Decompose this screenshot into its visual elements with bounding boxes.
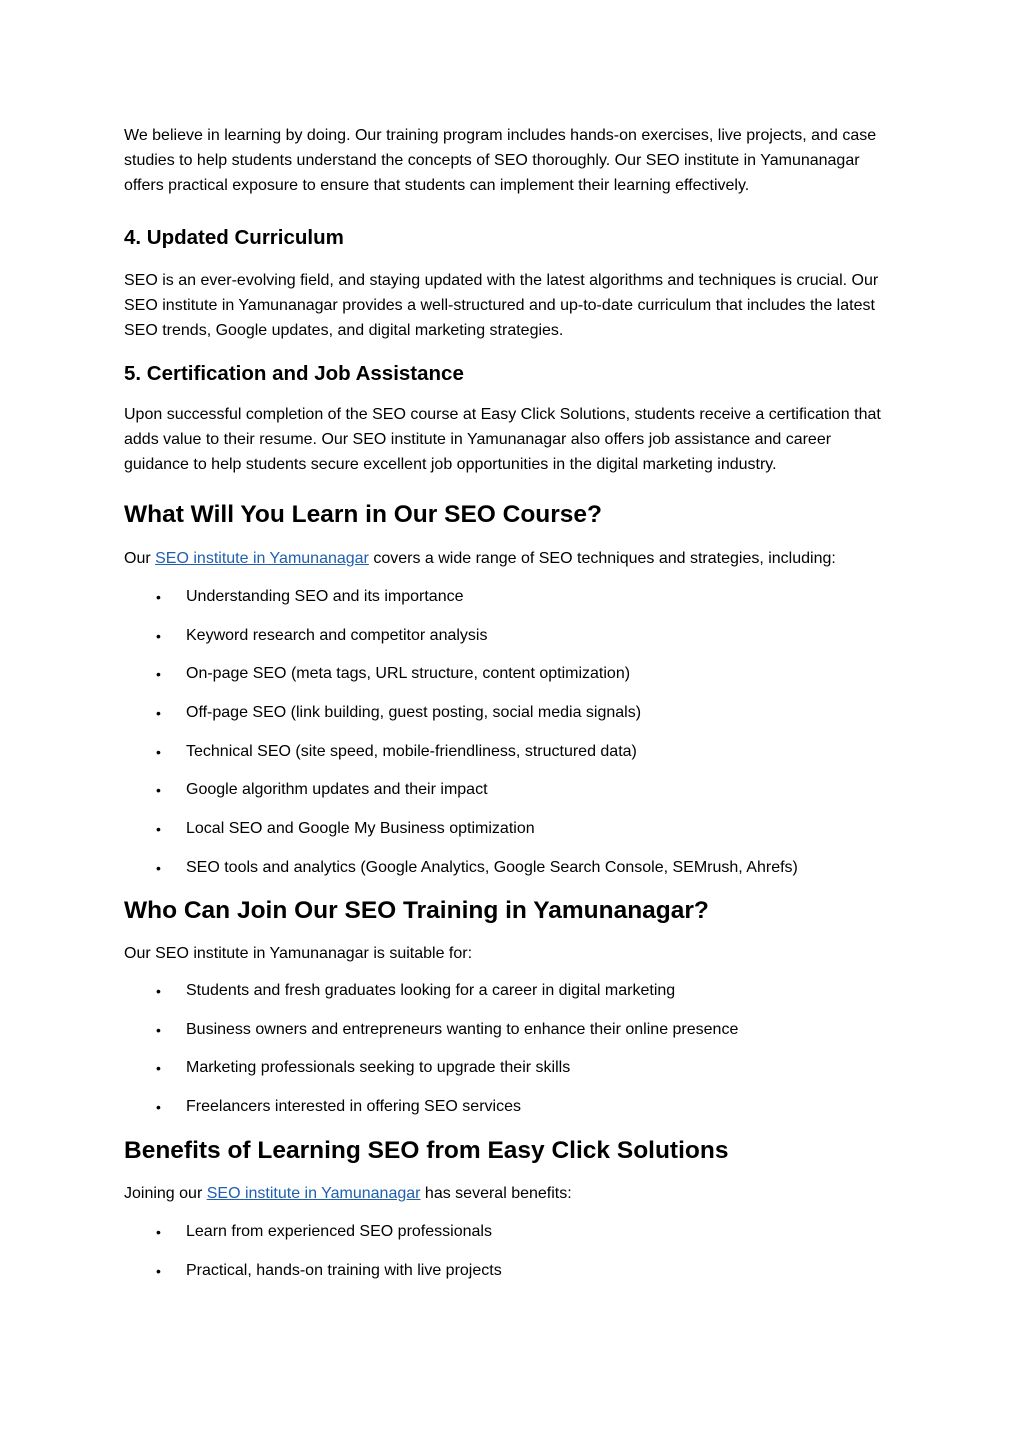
bullet-icon: • — [156, 982, 161, 999]
bullet-icon: • — [156, 859, 161, 876]
bullet-icon: • — [156, 1098, 161, 1115]
benefits-intro-before: Joining our — [124, 1184, 207, 1202]
list-item-text: Practical, hands-on training with live projects — [186, 1261, 502, 1279]
list-item-text: SEO tools and analytics (Google Analytics, Google Search Console, SEMrush, Ahrefs) — [186, 858, 798, 876]
benefits-intro-after: has several benefits: — [420, 1184, 572, 1202]
list-item — [124, 624, 899, 648]
document-page — [124, 123, 899, 1283]
list-item — [124, 585, 899, 609]
bullet-icon: • — [156, 705, 161, 722]
list-item-text: Google algorithm updates and their impact — [186, 781, 488, 799]
list-item — [124, 701, 899, 725]
list-item — [124, 1220, 899, 1244]
bullet-icon: • — [156, 743, 161, 760]
list-item — [124, 1018, 899, 1042]
list-item-text: Learn from experienced SEO professionals — [186, 1222, 492, 1240]
bullet-icon: • — [156, 589, 161, 605]
list-item — [124, 856, 899, 880]
list-item — [124, 1259, 899, 1283]
list-item-text: Understanding SEO and its importance — [186, 588, 464, 605]
bullet-icon: • — [156, 782, 161, 799]
heading-certification: 5. Certification and Job Assistance — [124, 362, 464, 385]
bullet-icon: • — [156, 666, 161, 683]
list-item — [124, 1056, 899, 1080]
seo-institute-link[interactable]: SEO institute in Yamunanagar — [206, 1184, 421, 1202]
list-item — [124, 778, 899, 802]
list-item — [124, 979, 899, 1003]
list-item-text: Students and fresh graduates looking for a career in digital marketing — [186, 981, 676, 999]
benefits-intro — [124, 1181, 899, 1206]
certification-text: Upon successful completion of the SEO course at Easy Click Solutions, students receive a certification that adds value to their resume. Our SEO institute in Yamunanagar also offers job assistance and career guidance to help students secure excellent job opportunities in the digital marketing industry. — [124, 406, 881, 473]
list-item-text: Technical SEO (site speed, mobile-friendliness, structured data) — [186, 742, 637, 760]
bullet-icon: • — [156, 1060, 161, 1077]
intro-paragraph: We believe in learning by doing. Our training program includes hands-on exercises, live projects, and case studies to help students understand the concepts of SEO thoroughly. Our SEO institute in Yamunanagar offers practical exposure to ensure that students can implement their learning effectively. — [124, 127, 877, 194]
list-item-text: Marketing professionals seeking to upgrade their skills — [186, 1059, 571, 1077]
updated-curriculum-text: SEO is an ever-evolving field, and staying updated with the latest algorithms and techniques is crucial. Our SEO institute in Yamunanagar provides a well-structured and up-to-date curriculum that includes the latest SEO trends, Google updates, and digital marketing strategies. — [124, 272, 879, 339]
list-item — [124, 740, 899, 764]
bullet-icon: • — [156, 1262, 161, 1279]
list-item — [124, 817, 899, 841]
seo-institute-link[interactable]: SEO institute in Yamunanagar — [155, 550, 369, 567]
join-list — [124, 979, 899, 1119]
heading-what-will-you-learn: What Will You Learn in Our SEO Course? — [124, 501, 603, 528]
learn-list — [124, 585, 899, 880]
bullet-icon: • — [156, 821, 161, 838]
list-item-text: Off-page SEO (link building, guest posting, social media signals) — [186, 704, 642, 722]
benefits-list — [124, 1220, 899, 1283]
list-item-text: On-page SEO (meta tags, URL structure, content optimization) — [186, 665, 631, 683]
bullet-icon: • — [156, 1021, 161, 1038]
list-item-text: Business owners and entrepreneurs wanting to enhance their online presence — [186, 1020, 739, 1038]
learn-intro-after: covers a wide range of SEO techniques and strategies, including: — [368, 550, 836, 567]
heading-benefits: Benefits of Learning SEO from Easy Click Solutions — [124, 1136, 729, 1164]
bullet-icon: • — [156, 1223, 161, 1240]
list-item — [124, 1095, 899, 1119]
heading-who-can-join: Who Can Join Our SEO Training in Yamunanagar? — [124, 896, 709, 924]
list-item — [124, 662, 899, 686]
learn-intro-before: Our — [124, 550, 156, 567]
bullet-icon: • — [156, 627, 161, 644]
heading-updated-curriculum: 4. Updated Curriculum — [124, 226, 344, 249]
list-item-text: Keyword research and competitor analysis — [186, 626, 488, 644]
join-intro: Our SEO institute in Yamunanagar is suitable for: — [124, 944, 473, 962]
list-item-text: Freelancers interested in offering SEO services — [186, 1097, 521, 1115]
learn-intro — [124, 546, 899, 571]
list-item-text: Local SEO and Google My Business optimization — [186, 820, 535, 838]
